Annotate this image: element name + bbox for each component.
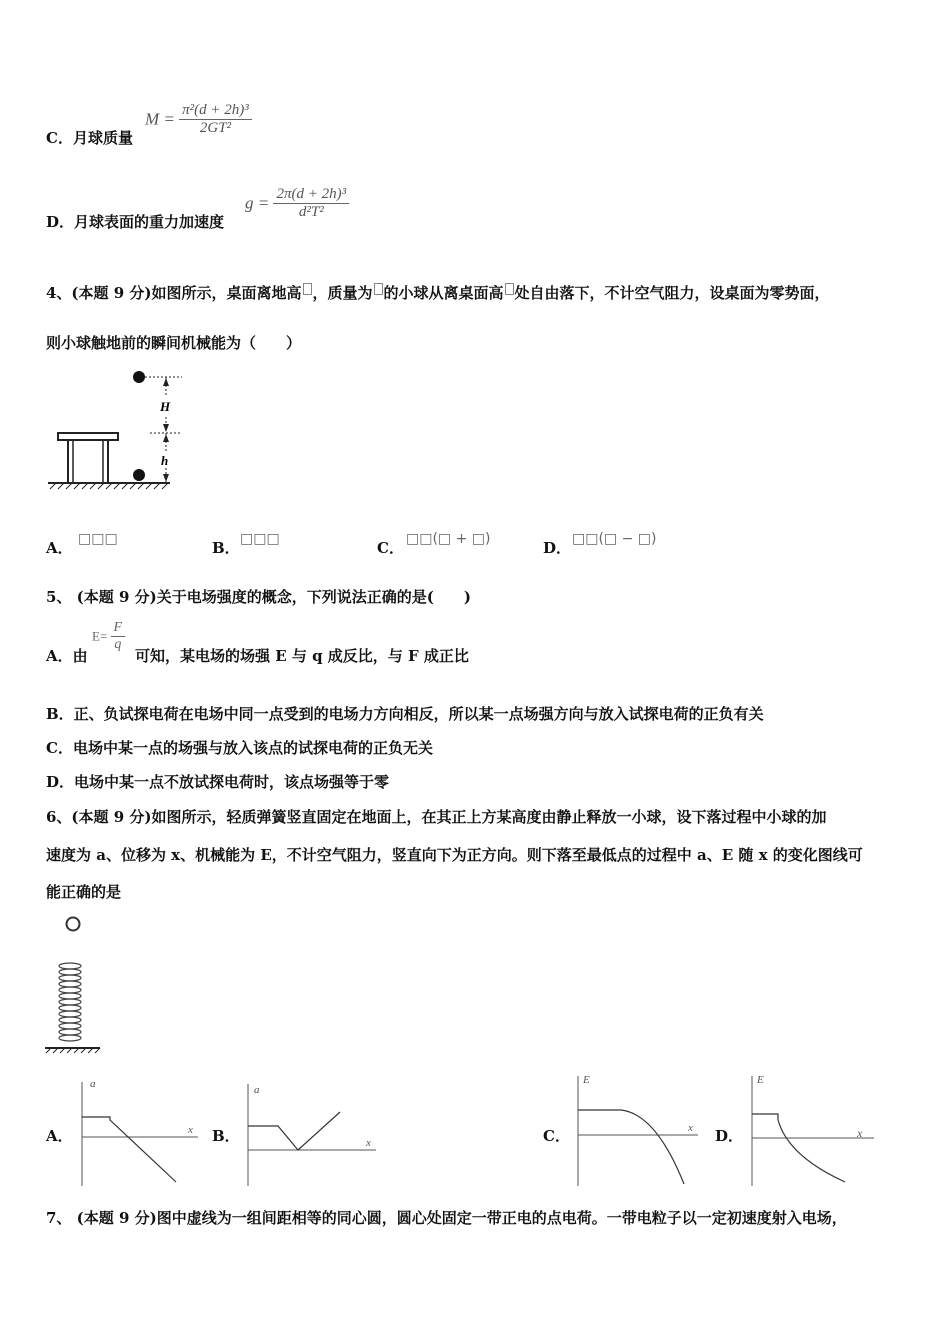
q4-stem-line1: [46, 283, 830, 303]
y-axis-label: a: [254, 1084, 260, 1096]
q6-option-d: D．: [715, 1127, 744, 1145]
graph-curve: [752, 1114, 845, 1182]
ball: [67, 918, 80, 931]
q6-option-c: C．: [543, 1127, 570, 1145]
option-letter: C．: [46, 129, 73, 147]
ball-end: [133, 469, 145, 481]
option-letter: A．: [46, 647, 73, 665]
q6-graph-c: [566, 1070, 706, 1188]
y-axis-label: E: [583, 1074, 590, 1086]
stem-text: 处自由落下，不计空气阻力，设桌面为零势面，: [514, 284, 830, 302]
fraction-denominator: 2GT²: [199, 120, 232, 136]
q5-option-b: B．正、负试探电荷在电场中同一点受到的电场力方向相反，所以某一点场强方向与放入试探电荷的正负有关: [46, 705, 764, 723]
option-letter: D．: [543, 539, 572, 557]
q6-spring-figure: [40, 910, 110, 1060]
formula-fraction: [273, 186, 349, 221]
graph-curve: [82, 1117, 176, 1182]
option-letter: B．: [212, 539, 240, 557]
fraction-numerator: π²(d + 2h)³: [179, 102, 252, 120]
arrow-down-icon: [163, 474, 169, 482]
q3-c-formula: [145, 102, 252, 137]
q6-graph-b: [236, 1078, 381, 1188]
stem-text: 4、(本题 9 分)如图所示，桌面离地高: [46, 284, 302, 302]
label-H: H: [160, 399, 171, 414]
q4-option-c: [377, 537, 404, 558]
spring-icon: [59, 963, 81, 1041]
ball-start: [133, 371, 145, 383]
option-text: 月球表面的重力加速度: [74, 213, 225, 231]
formula-lhs: g =: [245, 193, 270, 213]
formula-fraction: [111, 620, 126, 653]
formula-lhs: E=: [92, 628, 108, 644]
arrow-down-icon: [163, 424, 169, 432]
q6-graph-a: [70, 1078, 200, 1188]
q6-option-b: B．: [212, 1127, 240, 1145]
x-axis-label: x: [188, 1124, 193, 1136]
q3-option-c: [46, 128, 133, 148]
q4-option-d: [543, 537, 571, 558]
stem-text: ，质量为: [312, 284, 373, 302]
x-axis-label: x: [366, 1137, 371, 1149]
q4-option-a: [46, 537, 73, 558]
fraction-numerator: 2π(d + 2h)³: [273, 186, 349, 204]
formula-lhs: M =: [145, 109, 175, 129]
q6-stem-line2: 速度为 a、位移为 x、机械能为 E，不计空气阻力，竖直向下为正方向。则下落至最低点的过程中 a、E 随 x 的变化图线可: [46, 846, 863, 864]
option-text: 月球质量: [72, 129, 133, 147]
q6-option-a: A．: [46, 1127, 73, 1145]
q4-option-c-expr: □□(□ + □): [406, 531, 491, 547]
q4-stem-line2: 则小球触地前的瞬间机械能为（ ）: [46, 334, 302, 352]
q3-option-d: [46, 212, 224, 232]
q5-stem: 5、 (本题 9 分)关于电场强度的概念，下列说法正确的是( ): [46, 588, 471, 606]
q4-option-d-expr: □□(□ − □): [572, 531, 657, 547]
table-top: [58, 433, 118, 440]
q5-option-c: C．电场中某一点的场强与放入该点的试探电荷的正负无关: [46, 739, 433, 757]
q5-option-a: [46, 646, 88, 666]
q4-figure: [40, 365, 190, 495]
fraction-denominator: q: [114, 637, 122, 652]
y-axis-label: a: [90, 1078, 96, 1090]
graph-curve: [248, 1112, 340, 1150]
missing-symbol: [374, 283, 383, 295]
fraction-denominator: d²T²: [298, 204, 324, 220]
q4-option-b-expr: □□□: [240, 531, 280, 547]
q6-stem-line1: 6、(本题 9 分)如图所示，轻质弹簧竖直固定在地面上，在其正上方某高度由静止释放一小球，设下落过程中小球的加: [46, 808, 827, 826]
option-letter: C．: [377, 539, 404, 557]
arrow-up-icon: [163, 378, 169, 386]
q5-option-a-rest: 可知，某电场的场强 E 与 q 成反比，与 F 成正比: [135, 647, 469, 665]
formula-fraction: [179, 102, 252, 137]
q6-graph-d: [740, 1070, 880, 1188]
q4-option-a-expr: □□□: [78, 531, 118, 547]
missing-symbol: [505, 283, 514, 295]
q7-stem-line1: 7、 (本题 9 分)图中虚线为一组间距相等的同心圆，圆心处固定一带正电的点电荷。一带电粒子以一定初速度射入电场，: [46, 1209, 847, 1227]
q3-d-formula: [245, 186, 349, 221]
option-letter: A．: [46, 539, 73, 557]
arrow-up-icon: [163, 434, 169, 442]
label-h: h: [161, 453, 169, 468]
q5-a-formula: [92, 620, 125, 653]
q5-option-d: D．电场中某一点不放试探电荷时，该点场强等于零: [46, 773, 390, 791]
stem-text: 的小球从离桌面高: [383, 284, 504, 302]
q4-option-b: [212, 537, 240, 558]
graph-curve: [578, 1110, 684, 1184]
option-text: 由: [72, 647, 88, 665]
x-axis-label: x: [688, 1122, 693, 1134]
missing-symbol: [303, 283, 312, 295]
option-letter: D．: [46, 213, 75, 231]
fraction-numerator: F: [111, 620, 126, 637]
y-axis-label: E: [757, 1074, 764, 1086]
x-axis-label: x: [857, 1126, 863, 1140]
q6-stem-line3: 能正确的是: [46, 883, 122, 901]
